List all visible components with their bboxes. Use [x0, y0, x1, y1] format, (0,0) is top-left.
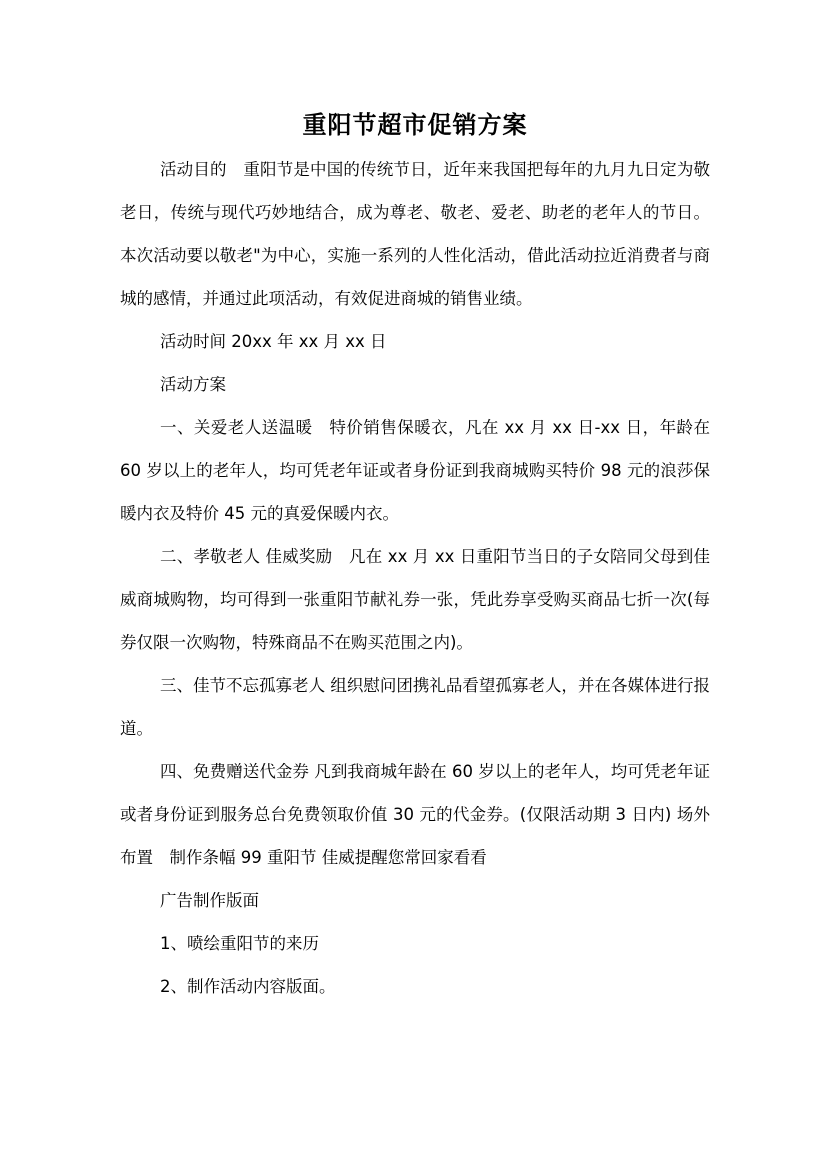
document-body [120, 148, 710, 1008]
paragraph-plan-3: 三、佳节不忘孤寡老人 组织慰问团携礼品看望孤寡老人，并在各媒体进行报道。 [120, 676, 710, 738]
paragraph-purpose: 活动目的 重阳节是中国的传统节日，近年来我国把每年的九月九日定为敬老日，传统与现代巧妙地结合，成为尊老、敬老、爱老、助老的老年人的节日。本次活动要以敬老"为中心，实施一系列的人性化活动，借此活动拉近消费者与商城的感情，并通过此项活动，有效促进商城的销售业绩。 [120, 160, 710, 308]
document-title: 重阳节超市促销方案 [302, 111, 528, 139]
paragraph-plan-heading: 活动方案 [160, 375, 226, 394]
paragraph-ad-1: 1、喷绘重阳节的来历 [160, 934, 319, 953]
paragraph-plan-4: 四、免费赠送代金券 凡到我商城年龄在 60 岁以上的老年人，均可凭老年证或者身份证到服务总台免费领取价值 30 元的代金券。(仅限活动期 3 日内) 场外布置 制作条幅 99 重阳节 佳威提醒您常回家看看 [120, 762, 710, 867]
paragraph-plan-2: 二、孝敬老人 佳威奖励 凡在 xx 月 xx 日重阳节当日的子女陪同父母到佳威商城购物，均可得到一张重阳节献礼券一张，凭此券享受购买商品七折一次(每券仅限一次购物，特殊商品不在购买范围之内)。 [120, 547, 710, 652]
paragraph-ad-heading: 广告制作版面 [160, 891, 259, 910]
paragraph-plan-1: 一、关爱老人送温暖 特价销售保暖衣，凡在 xx 月 xx 日-xx 日，年龄在 60 岁以上的老年人，均可凭老年证或者身份证到我商城购买特价 98 元的浪莎保暖内衣及特价 45 元的真爱保暖内衣。 [120, 418, 710, 523]
paragraph-time: 活动时间 20xx 年 xx 月 xx 日 [160, 332, 387, 351]
paragraph-ad-2: 2、制作活动内容版面。 [160, 977, 336, 996]
